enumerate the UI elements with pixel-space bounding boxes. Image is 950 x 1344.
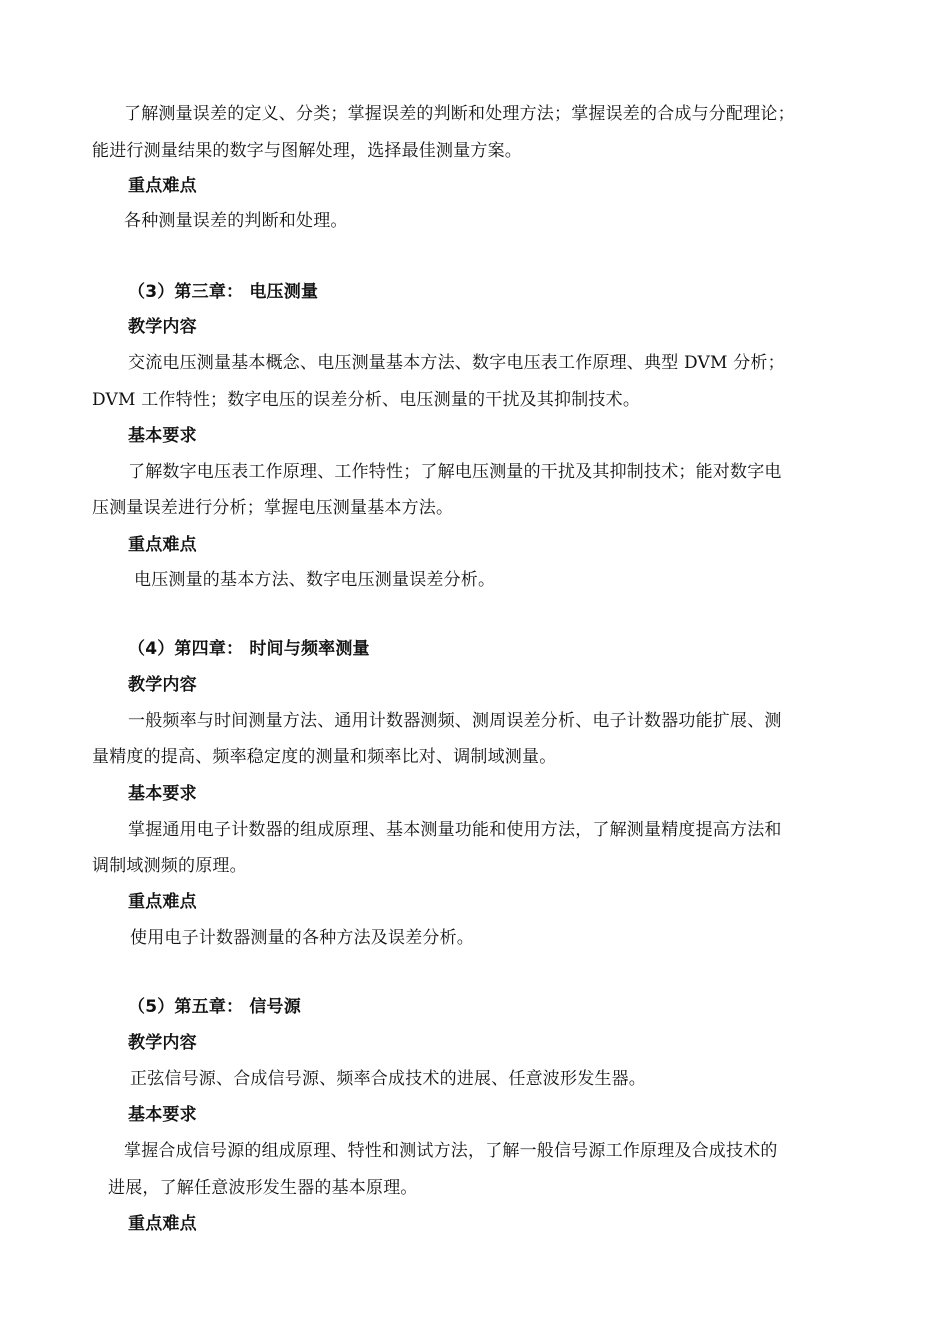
chapter-3-content-line-1: 交流电压测量基本概念、电压测量基本方法、数字电压表工作原理、典型 DVM 分析； [128, 353, 785, 373]
chapter-4-content-line-1: 一般频率与时间测量方法、通用计数器测频、测周误差分析、电子计数器功能扩展、测 [128, 711, 782, 731]
chapter-3-requirement-line-2: 压测量误差进行分析；掌握电压测量基本方法。 [92, 498, 454, 518]
chapter-5-key-heading: 重点难点 [128, 1214, 197, 1234]
chapter-3-requirement-heading: 基本要求 [128, 426, 197, 446]
chapter-4-requirement-heading: 基本要求 [128, 784, 197, 804]
chapter-5-content-heading: 教学内容 [128, 1033, 197, 1053]
intro-key-heading: 重点难点 [128, 176, 197, 196]
chapter-3-key-heading: 重点难点 [128, 535, 197, 555]
chapter-5-content-line-1: 正弦信号源、合成信号源、频率合成技术的进展、任意波形发生器。 [130, 1069, 646, 1089]
chapter-4-title: （4）第四章： 时间与频率测量 [128, 639, 370, 659]
chapter-5-requirement-line-1: 掌握合成信号源的组成原理、特性和测试方法，了解一般信号源工作原理及合成技术的 [124, 1141, 778, 1161]
chapter-3-key-text: 电压测量的基本方法、数字电压测量误差分析。 [134, 570, 496, 590]
chapter-3-content-heading: 教学内容 [128, 317, 197, 337]
chapter-4-requirement-line-1: 掌握通用电子计数器的组成原理、基本测量功能和使用方法，了解测量精度提高方法和 [128, 820, 782, 840]
chapter-4-content-heading: 教学内容 [128, 675, 197, 695]
chapter-4-requirement-line-2: 调制域测频的原理。 [92, 856, 247, 876]
chapter-5-requirement-heading: 基本要求 [128, 1105, 197, 1125]
chapter-4-key-heading: 重点难点 [128, 892, 197, 912]
chapter-5-title: （5）第五章： 信号源 [128, 997, 301, 1017]
chapter-4-key-text: 使用电子计数器测量的各种方法及误差分析。 [130, 928, 474, 948]
chapter-4-content-line-2: 量精度的提高、频率稳定度的测量和频率比对、调制域测量。 [92, 747, 557, 767]
intro-key-text: 各种测量误差的判断和处理。 [124, 211, 348, 231]
intro-requirement-line-1: 了解测量误差的定义、分类；掌握误差的判断和处理方法；掌握误差的合成与分配理论； [124, 104, 795, 124]
chapter-5-requirement-line-2: 进展，了解任意波形发生器的基本原理。 [108, 1178, 418, 1198]
intro-requirement-line-2: 能进行测量结果的数字与图解处理，选择最佳测量方案。 [92, 141, 522, 161]
chapter-3-requirement-line-1: 了解数字电压表工作原理、工作特性；了解电压测量的干扰及其抑制技术；能对数字电 [128, 462, 782, 482]
chapter-3-content-line-2: DVM 工作特性；数字电压的误差分析、电压测量的干扰及其抑制技术。 [92, 390, 641, 410]
chapter-3-title: （3）第三章： 电压测量 [128, 282, 319, 302]
